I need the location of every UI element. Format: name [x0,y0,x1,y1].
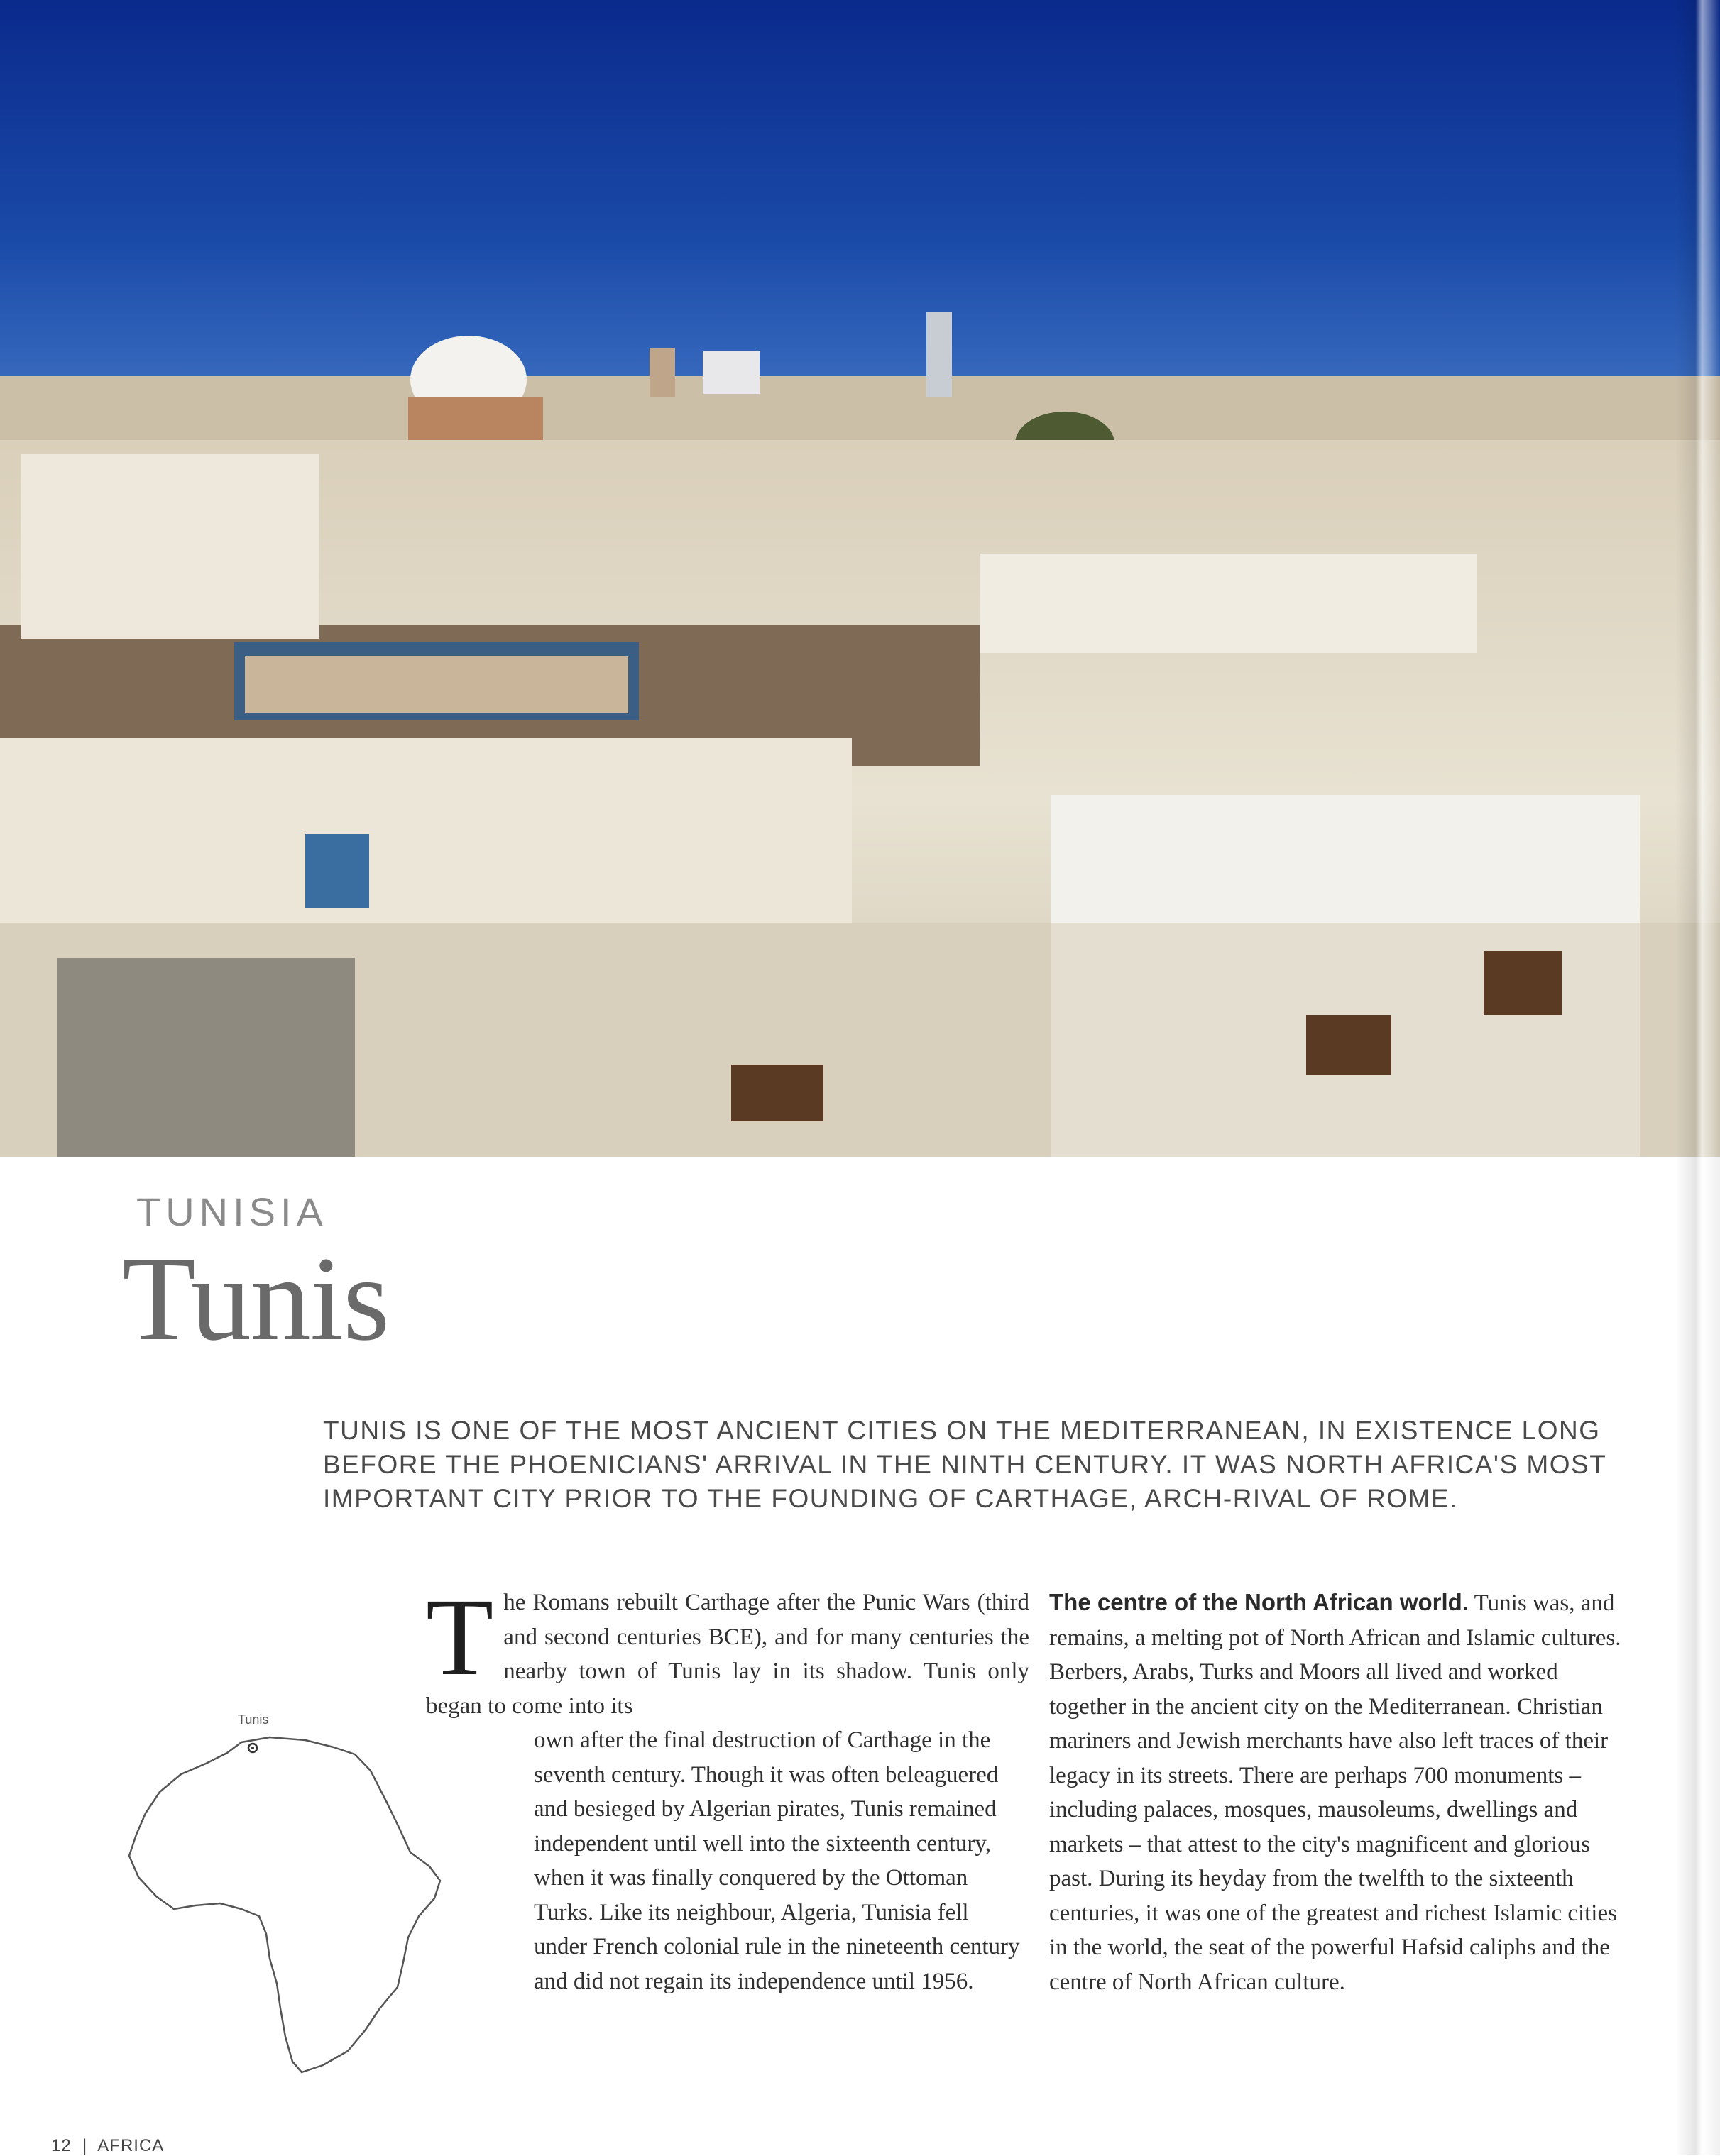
column-2 [1049,1585,1638,1999]
page-gutter [1675,0,1720,2155]
africa-locator-map [106,1703,461,2101]
column-2-subhead: The centre of the North African world. [1049,1589,1469,1615]
column-1-continued: own after the final destruction of Carthage in the seventh century. Though it was often beleaguered and besieged by Algerian pirates, Tunis remained independent until well into the sixteenth century, when it was finally conquered by the Ottoman Turks. Like its neighbour, Algeria, Tunisia fell under French colonial rule in the nineteenth century and did not regain its independence until 1956. [534,1727,1020,1994]
africa-outline [129,1737,440,2072]
map-city-label: Tunis [238,1712,269,1727]
column-2-text: Tunis was, and remains, a melting pot of North African and Islamic cultures. Berbers, Arabs, Turks and Moors all lived and worked together in the ancient city on the Mediterranean. Christian mariners and Jewish merchants have also left traces of their legacy in its streets. There are perhaps 700 monuments – including palaces, mosques, mausoleums, dwellings and markets – that attest to the city's magnificent and glorious past. During its heyday from the twelfth to the sixteenth centuries, it was one of the greatest and richest Islamic cities in the world, the seat of the powerful Hafsid caliphs and the centre of North African culture. [1049,1590,1621,1995]
section-name: AFRICA [97,2136,165,2155]
column-1-lead [426,1575,1029,1723]
city-title: Tunis [122,1232,390,1365]
column-1-lead-text: he Romans rebuilt Carthage after the Punic Wars (third and second centuries BCE), and for many centuries the nearby town of Tunis lay in its shadow. Tunis only began to come into its [426,1590,1029,1719]
page-folio [51,2136,164,2156]
folio-separator: | [82,2136,88,2155]
country-heading: TUNISIA [136,1189,328,1234]
page-number: 12 [51,2136,72,2155]
intro-paragraph: TUNIS IS ONE OF THE MOST ANCIENT CITIES ON THE MEDITERRANEAN, IN EXISTENCE LONG BEFORE THE PHOENICIANS' ARRIVAL IN THE NINTH CENTURY. IT WAS NORTH AFRICA'S MOST IMPORTANT CITY PRIOR TO THE FOUNDING OF CARTHAGE, ARCH-RIVAL OF ROME. [323,1416,1606,1513]
drop-cap: T [426,1575,494,1698]
